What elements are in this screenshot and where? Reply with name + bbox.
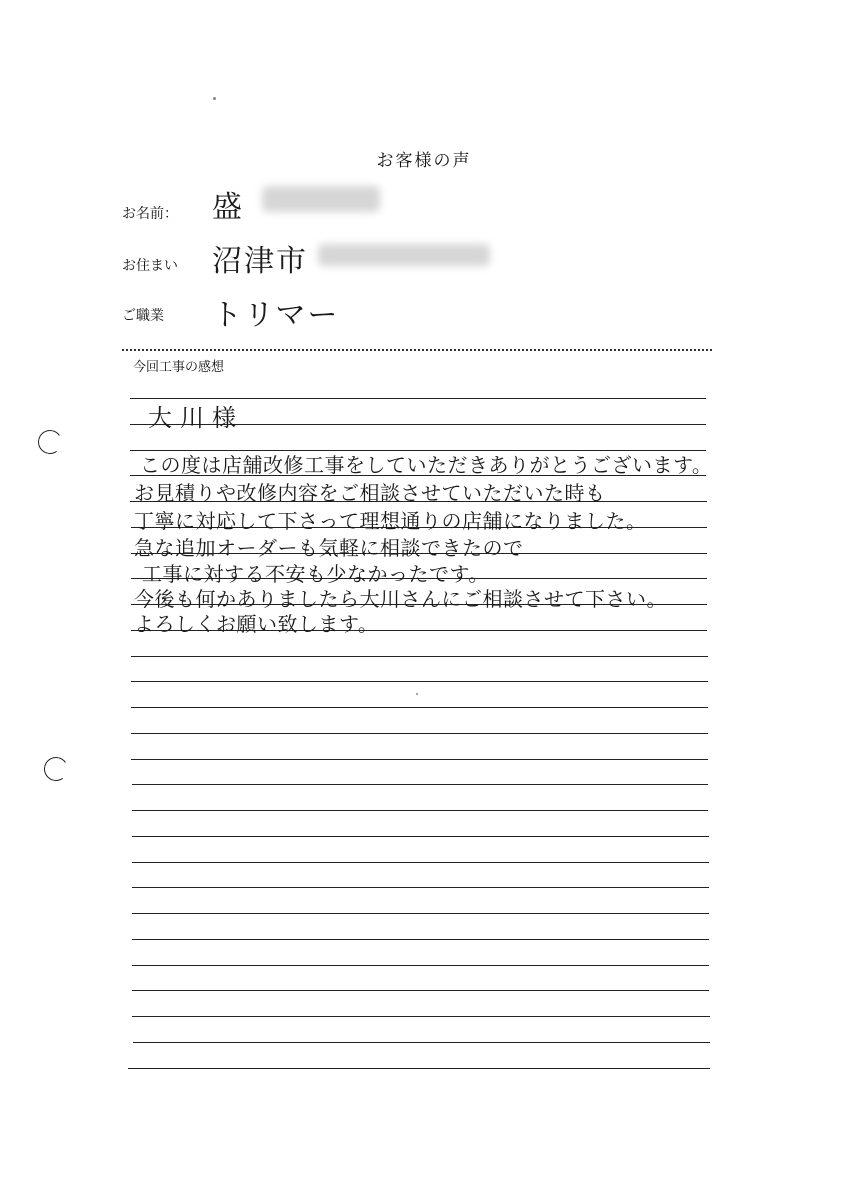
section-label: 今回工事の感想	[133, 360, 225, 375]
body-line: 丁寧に対応して下さって理想通りの店舗になりました。	[134, 509, 647, 533]
ruled-line	[131, 656, 708, 657]
scan-speck	[416, 693, 418, 695]
ruled-line	[132, 784, 708, 785]
ruled-line	[132, 990, 709, 991]
body-line: よろしくお願い致します。	[134, 612, 379, 636]
ruled-line	[131, 681, 708, 682]
name-label: お名前：	[122, 206, 178, 222]
ruled-line	[132, 887, 709, 888]
ruled-line	[132, 939, 709, 940]
ruled-line	[131, 733, 708, 734]
redacted-name	[262, 186, 380, 212]
addressee-text: 大川様	[148, 404, 244, 432]
ruled-line	[132, 862, 709, 863]
ruled-line	[131, 707, 708, 708]
body-line: 急な追加オーダーも気軽に相談できたので	[134, 536, 524, 560]
scan-speck	[213, 97, 216, 100]
ruled-line	[132, 836, 709, 837]
page-title: お客様の声	[376, 151, 472, 171]
redacted-address	[318, 244, 490, 266]
occupation-label: ご職業	[122, 308, 164, 324]
ruled-line	[128, 1068, 710, 1069]
body-line: 工事に対する不安も少なかったです。	[142, 562, 489, 586]
occupation-value: トリマー	[212, 298, 340, 333]
ruled-line	[132, 965, 709, 966]
name-value: 盛	[212, 190, 244, 225]
ruled-line	[132, 913, 709, 914]
address-label: お住まい	[122, 258, 178, 274]
ruled-line	[132, 1016, 710, 1017]
body-line: お見積りや改修内容をご相談させていただいた時も	[134, 481, 606, 505]
ruled-line	[133, 1042, 710, 1043]
punch-hole-mark	[36, 428, 64, 456]
ruled-line	[131, 759, 708, 760]
section-divider	[122, 349, 712, 351]
punch-hole-mark	[42, 755, 70, 783]
body-line: この度は店舗改修工事をしていただきありがとうございます。	[140, 453, 713, 477]
address-value: 沼津市	[212, 244, 308, 279]
body-line: 今後も何かありましたら大川さんにご相談させて下さい。	[134, 587, 667, 611]
ruled-line	[132, 810, 708, 811]
